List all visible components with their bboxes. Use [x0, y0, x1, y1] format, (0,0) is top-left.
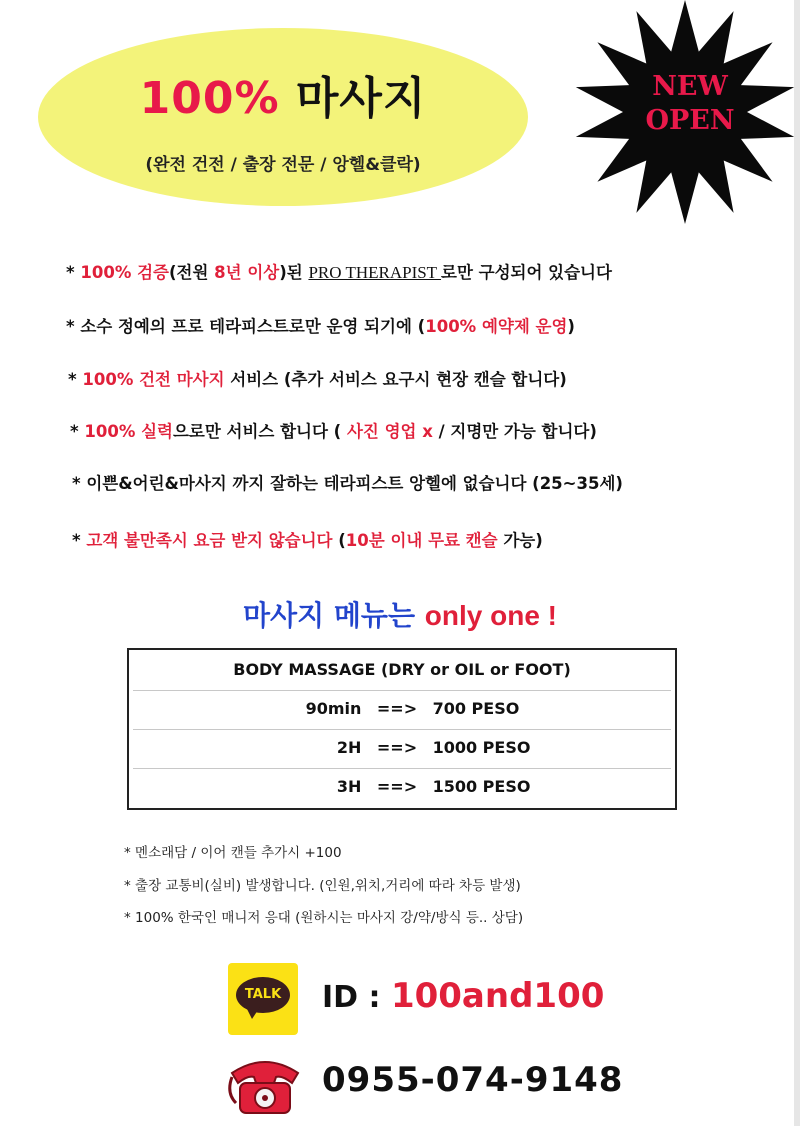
- feature-item: [72, 470, 623, 494]
- badge-line-new: NEW: [652, 71, 728, 102]
- menu-table-header: [133, 652, 671, 688]
- feature-text-segment: * 이쁜&어린&마사지 까지 잘하는 테라피스트 앙헬에 없습니다 (25~35세): [72, 474, 623, 493]
- menu-table: [127, 648, 677, 810]
- menu-row: [133, 690, 671, 727]
- menu-heading: [0, 594, 800, 634]
- menu-duration: 2H: [336, 738, 362, 757]
- talk-bubble-tail: [246, 1007, 260, 1019]
- feature-text-segment: *: [70, 422, 85, 441]
- kakaotalk-icon: [228, 963, 298, 1035]
- feature-item: [68, 366, 567, 390]
- feature-text-segment: 가능): [497, 531, 543, 550]
- feature-item: [72, 527, 543, 551]
- note-item: * 100% 한국인 매니저 응대 (원하시는 마사지 강/약/방식 등.. 상담): [124, 910, 524, 926]
- menu-price: 700 PESO: [432, 699, 520, 718]
- feature-text-segment: / 지명만 가능 합니다): [432, 422, 597, 441]
- menu-arrow: ==>: [376, 738, 418, 757]
- feature-text-segment: PRO THERAPIST: [308, 263, 442, 282]
- feature-text-segment: ): [567, 317, 575, 336]
- page-title: [38, 62, 528, 126]
- feature-text-segment: 100% 실력: [84, 422, 173, 441]
- title-percent: 100%: [139, 73, 280, 124]
- menu-arrow: ==>: [376, 777, 418, 796]
- feature-text-segment: 8년 이상: [214, 263, 280, 282]
- feature-text-segment: 10분 이내 무료 캔슬: [345, 531, 498, 550]
- kakao-id: [322, 976, 604, 1016]
- menu-price: 1500 PESO: [432, 777, 531, 796]
- feature-text-segment: 서비스 (추가 서비스 요구시 현장 캔슬 합니다): [224, 370, 567, 389]
- feature-item: [66, 313, 575, 337]
- talk-bubble: TALK: [236, 977, 290, 1013]
- feature-text-segment: 100% 검증: [80, 263, 169, 282]
- feature-text-segment: *: [72, 531, 87, 550]
- feature-text-segment: *: [66, 263, 81, 282]
- menu-heading-main: 마사지 메뉴는: [242, 599, 425, 632]
- menu-header-label: BODY MASSAGE (DRY or OIL or FOOT): [233, 660, 571, 679]
- new-open-badge: [590, 70, 790, 138]
- menu-duration: 90min: [305, 699, 362, 718]
- feature-item: [70, 418, 597, 442]
- kakao-id-value: 100and100: [390, 976, 605, 1016]
- menu-row: [133, 729, 671, 766]
- feature-text-segment: (: [332, 531, 346, 550]
- title-word: 마사지: [295, 73, 427, 124]
- feature-text-segment: 100% 건전 마사지: [82, 370, 225, 389]
- kakao-id-label: ID :: [322, 980, 391, 1015]
- feature-text-segment: 고객 불만족시 요금 받지 않습니다: [86, 531, 333, 550]
- feature-text-segment: 사진 영업 x: [346, 422, 433, 441]
- menu-heading-accent: only one !: [424, 600, 558, 631]
- feature-text-segment: 으로만 서비스 합니다 (: [172, 422, 347, 441]
- menu-price: 1000 PESO: [432, 738, 531, 757]
- feature-text-segment: 100% 예약제 운영: [425, 317, 568, 336]
- page-subtitle: (완전 건전 / 출장 전문 / 앙헬&클락): [145, 155, 421, 175]
- feature-item: [66, 259, 612, 283]
- telephone-icon: [226, 1053, 304, 1117]
- feature-text-segment: )된: [279, 263, 309, 282]
- feature-text-segment: 로만 구성되어 있습니다: [441, 263, 612, 282]
- feature-text-segment: *: [68, 370, 83, 389]
- phone-number: 0955-074-9148: [322, 1060, 624, 1100]
- menu-row: [133, 768, 671, 805]
- feature-text-segment: (전원: [168, 263, 215, 282]
- menu-arrow: ==>: [376, 699, 418, 718]
- note-item: * 출장 교통비(실비) 발생합니다. (인원,위치,거리에 따라 차등 발생): [124, 878, 521, 894]
- feature-text-segment: * 소수 정예의 프로 테라피스트로만 운영 되기에 (: [66, 317, 426, 336]
- badge-line-open: OPEN: [645, 105, 735, 136]
- note-item: * 멘소래담 / 이어 캔들 추가시 +100: [124, 845, 342, 861]
- menu-duration: 3H: [336, 777, 362, 796]
